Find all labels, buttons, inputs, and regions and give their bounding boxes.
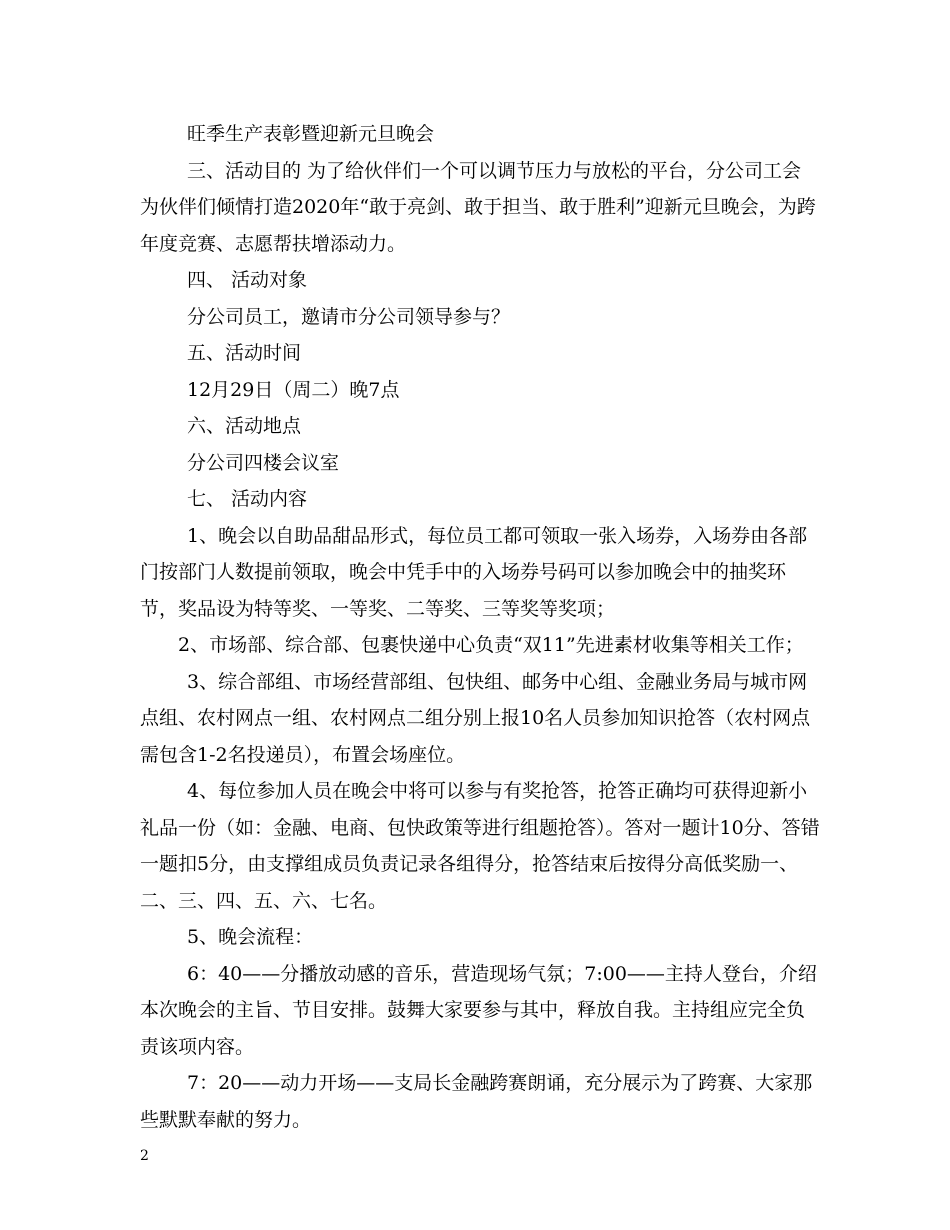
paragraph-content-item-4: 4、每位参加人员在晚会中将可以参与有奖抢答，抢答正确均可获得迎新小礼品一份（如：金融、电商、包快政策等进行组题抢答）。答对一题计10分、答错一题扣5分，由支撑组成员负责记录各组得分，抢答结束后按得分高低奖励一、二、三、四、五、六、七名。 (140, 780, 820, 912)
paragraph-section-purpose: 三、活动目的 为了给伙伴们一个可以调节压力与放松的平台，分公司工会为伙伴们倾情打造2020年“敢于亮剑、敢于担当、敢于胜利”迎新元旦晚会，为跨年度竞赛、志愿帮扶增添动力。 (140, 159, 816, 255)
paragraph-event-title: 旺季生产表彰暨迎新元旦晚会 (187, 123, 435, 145)
paragraph-schedule-1: 6：40——分播放动感的音乐，营造现场气氛；7:00——主持人登台，介绍本次晚会的主旨、节目安排。鼓舞大家要参与其中，释放自我。主持组应完全负责该项内容。 (140, 962, 817, 1058)
paragraph-location: 分公司四楼会议室 (187, 451, 340, 474)
document-body (140, 116, 820, 1138)
page-number: 2 (140, 1148, 149, 1164)
heading-section-location: 六、活动地点 (187, 415, 302, 437)
paragraph-time: 12月29日（周二）晚7点 (187, 378, 400, 401)
paragraph-schedule-2: 7：20——动力开场——支局长金融跨赛朗诵，充分展示为了跨赛、大家那些默默奉献的努力。 (140, 1072, 813, 1131)
paragraph-content-item-5: 5、晚会流程： (187, 926, 314, 948)
heading-section-time: 五、活动时间 (187, 342, 302, 364)
heading-section-content: 七、 活动内容 (187, 488, 308, 510)
paragraph-content-item-3: 3、综合部组、市场经营部组、包快组、邮务中心组、金融业务局与城市网点组、农村网点一组、农村网点二组分别上报10名人员参加知识抢答（农村网点需包含1-2名投递员），布置会场座位。 (140, 670, 811, 766)
paragraph-content-item-2: 2、市场部、综合部、包裹快递中心负责“双11”先进素材收集等相关工作； (178, 634, 804, 656)
paragraph-content-item-1: 1、晚会以自助品甜品形式，每位员工都可领取一张入场券，入场券由各部门按部门人数提前领取，晚会中凭手中的入场券号码可以参加晚会中的抽奖环节，奖品设为特等奖、一等奖、二等奖、三等奖等奖项； (140, 524, 808, 620)
heading-section-audience: 四、 活动对象 (187, 269, 308, 291)
paragraph-audience: 分公司员工，邀请市分公司领导参与？ (187, 305, 511, 328)
